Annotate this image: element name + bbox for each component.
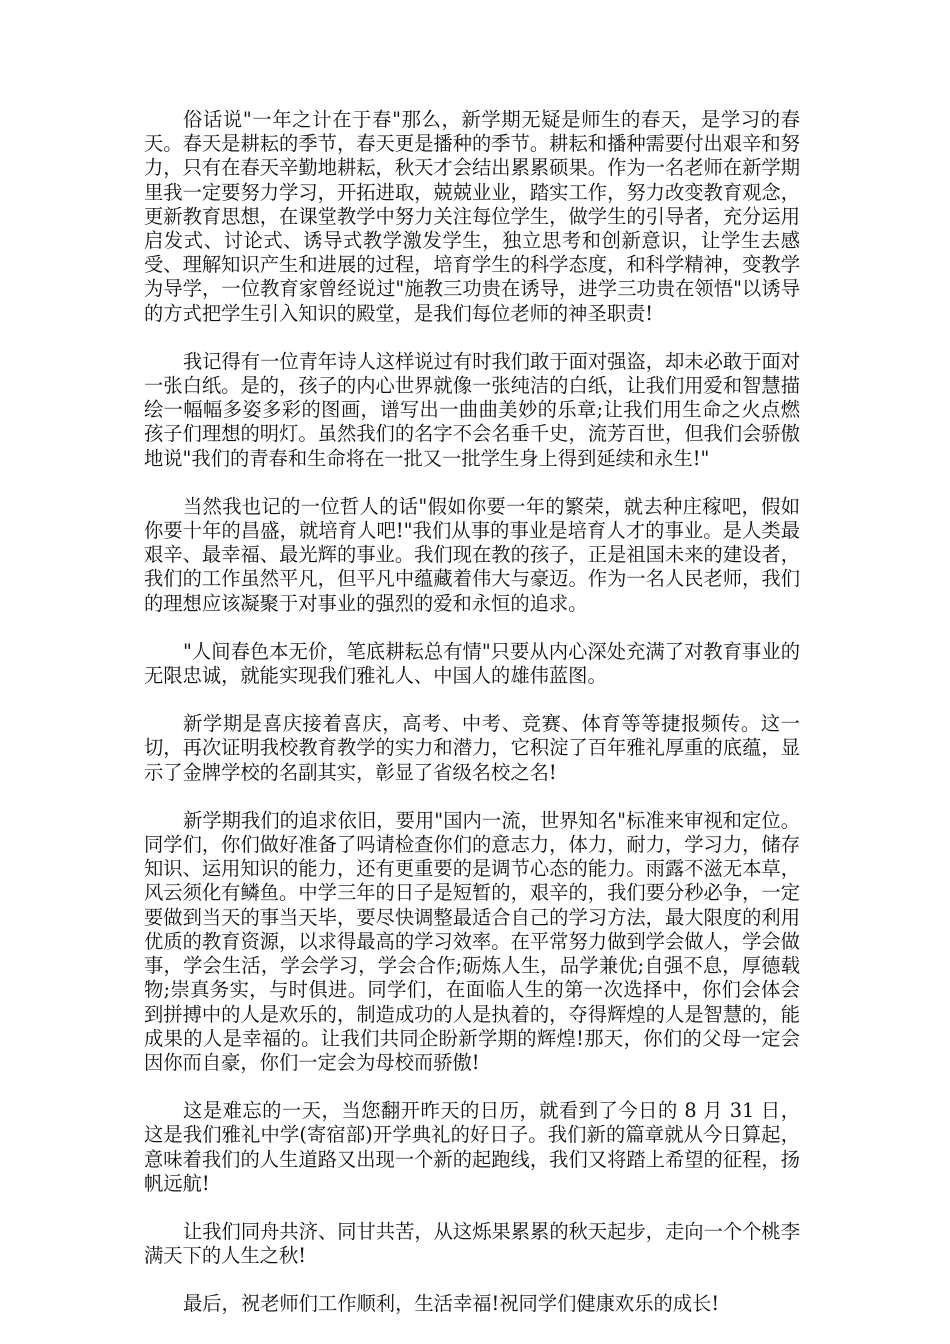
paragraph-3: 当然我也记的一位哲人的话"假如你要一年的繁荣，就去种庄稼吧，假如你要十年的昌盛，就培育人吧!"我们从事的事业是培育人才的事业。是人类最艰辛、最幸福、最光辉的事业。我们现在教的孩子，正是祖国未来的建设者，我们的工作虽然平凡，但平凡中蕴藏着伟大与豪迈。作为一名人民老师，我们的理想应该凝聚于对事业的强烈的爱和永恒的追求。 bbox=[144, 494, 800, 615]
paragraph-9: 最后，祝老师们工作顺利，生活幸福!祝同学们健康欢乐的成长! bbox=[183, 1292, 720, 1316]
paragraph-2: 我记得有一位青年诗人这样说过有时我们敢于面对强盗，却未必敢于面对一张白纸。是的，孩子的内心世界就像一张纯洁的白纸，让我们用爱和智慧描绘一幅幅多姿多彩的图画，谱写出一曲曲美妙的乐章;让我们用生命之火点燃孩子们理想的明灯。虽然我们的名字不会名垂千史，流芳百世，但我们会骄傲地说"我们的青春和生命将在一批又一批学生身上得到延续和永生!" bbox=[144, 349, 800, 470]
paragraph-4: "人间春色本无价，笔底耕耘总有情"只要从内心深处充满了对教育事业的无限忠诚，就能实现我们雅礼人、中国人的雄伟蓝图。 bbox=[144, 639, 800, 688]
paragraph-1: 俗话说"一年之计在于春"那么，新学期无疑是师生的春天，是学习的春天。春天是耕耘的季节，春天更是播种的季节。耕耘和播种需要付出艰辛和努力，只有在春天辛勤地耕耘，秋天才会结出累累硕果。作为一名老师在新学期里我一定要努力学习，开拓进取，兢兢业业，踏实工作，努力改变教育观念，更新教育思想，在课堂教学中努力关注每位学生，做学生的引导者，充分运用启发式、讨论式、诱导式教学激发学生，独立思考和创新意识，让学生去感受、理解知识产生和进展的过程，培育学生的科学态度，和科学精神，变教学为导学，一位教育家曾经说过"施教三功贵在诱导，进学三功贵在领悟"以诱导的方式把学生引入知识的殿堂，是我们每位老师的神圣职责! bbox=[144, 108, 800, 325]
document-body bbox=[144, 108, 800, 1341]
paragraph-5: 新学期是喜庆接着喜庆，高考、中考、竞赛、体育等等捷报频传。这一切，再次证明我校教育教学的实力和潜力，它积淀了百年雅礼厚重的底蕴，显示了金牌学校的名副其实，彰显了省级名校之名! bbox=[144, 712, 800, 784]
paragraph-7: 这是难忘的一天，当您翻开昨天的日历，就看到了今日的 8 月 31 日，这是我们雅礼中学(寄宿部)开学典礼的好日子。我们新的篇章就从今日算起，意味着我们的人生道路又出现一个新的起跑线，我们又将踏上希望的征程，扬帆远航! bbox=[144, 1099, 800, 1195]
paragraph-6: 新学期我们的追求依旧，要用"国内一流，世界知名"标准来审视和定位。同学们，你们做好准备了吗请检查你们的意志力，体力，耐力，学习力，储存知识、运用知识的能力，还有更重要的是调节心态的能力。雨露不滋无本草，风云须化有鳞鱼。中学三年的日子是短暂的，艰辛的，我们要分秒必争，一定要做到当天的事当天毕，要尽快调整最适合自己的学习方法，最大限度的利用优质的教育资源，以求得最高的学习效率。在平常努力做到学会做人，学会做事，学会生活，学会学习，学会合作;砺炼人生，品学兼优;自强不息，厚德载物;崇真务实，与时俱进。同学们，在面临人生的第一次选择中，你们会体会到拼搏中的人是欢乐的，制造成功的人是执着的，夺得辉煌的人是智慧的，能成果的人是幸福的。让我们共同企盼新学期的辉煌!那天，你们的父母一定会因你而自豪，你们一定会为母校而骄傲! bbox=[144, 808, 800, 1074]
paragraph-8: 让我们同舟共济、同甘共苦，从这烁果累累的秋天起步，走向一个个桃李满天下的人生之秋! bbox=[144, 1219, 800, 1268]
